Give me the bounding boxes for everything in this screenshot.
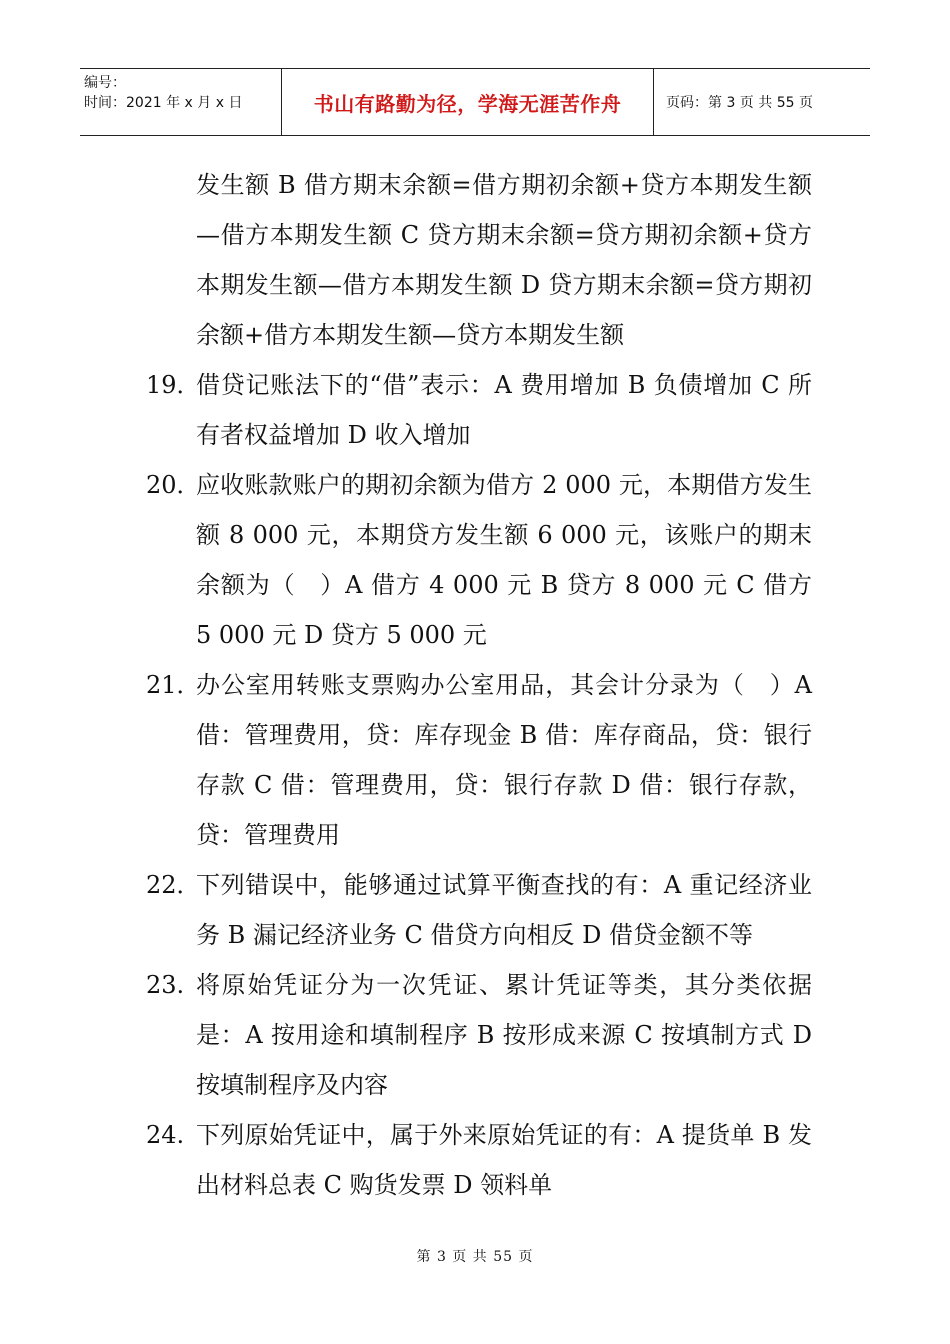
page-header <box>80 68 870 136</box>
paragraph-continuation <box>0 160 950 360</box>
serial-label: 编号： <box>84 75 126 91</box>
document-body <box>0 160 950 1210</box>
question-number: 19． <box>146 371 201 399</box>
header-meta <box>80 69 282 135</box>
page-footer: 第 3 页 共 55 页 <box>416 1249 534 1265</box>
time-label: 时间：2021 年 x 月 x 日 <box>84 95 243 111</box>
question-number: 24. <box>146 1121 185 1149</box>
question-text: 下列原始凭证中，属于外来原始凭证的有：A 提货单 B 发出材料总表 C 购货发票 D 领料单 <box>196 1121 812 1199</box>
question-text: 将原始凭证分为一次凭证、累计凭证等类，其分类依据是：A 按用途和填制程序 B 按形成来源 C 按填制方式 D 按填制程序及内容 <box>196 971 812 1099</box>
question-text: 应收账款账户的期初余额为借方 2 000 元，本期借方发生额 8 000 元，本期贷方发生额 6 000 元，该账户的期末余额为（ ）A 借方 4 000 元 B 贷方 8 000 元 C 借方 5 000 元 D 贷方 5 000 元 <box>196 471 812 649</box>
question-number: 23. <box>146 971 185 999</box>
question-number: 20． <box>146 471 201 499</box>
question-19 <box>0 360 950 460</box>
question-number: 22． <box>146 871 201 899</box>
header-page-info: 页码：第 3 页 共 55 页 <box>666 95 813 111</box>
question-text: 办公室用转账支票购办公室用品，其会计分录为（ ）A 借：管理费用，贷：库存现金 B 借：库存商品，贷：银行存款 C 借：管理费用，贷：银行存款 D 借：银行存款，贷：管理费用 <box>196 671 812 849</box>
question-20 <box>0 460 950 660</box>
question-21 <box>0 660 950 860</box>
question-text: 借贷记账法下的“借”表示：A 费用增加 B 负债增加 C 所有者权益增加 D 收入增加 <box>196 371 812 449</box>
question-22 <box>0 860 950 960</box>
question-number: 21． <box>146 671 201 699</box>
header-motto: 书山有路勤为径，学海无涯苦作舟 <box>282 69 654 135</box>
paragraph-text: 发生额 B 借方期末余额=借方期初余额+贷方本期发生额—借方本期发生额 C 贷方期末余额=贷方期初余额+贷方本期发生额—借方本期发生额 D 贷方期末余额=贷方期初余额+借方本期发生额—贷方本期发生额 <box>196 171 812 349</box>
question-24 <box>0 1110 950 1210</box>
question-text: 下列错误中，能够通过试算平衡查找的有：A 重记经济业务 B 漏记经济业务 C 借贷方向相反 D 借贷金额不等 <box>196 871 812 949</box>
question-23 <box>0 960 950 1110</box>
